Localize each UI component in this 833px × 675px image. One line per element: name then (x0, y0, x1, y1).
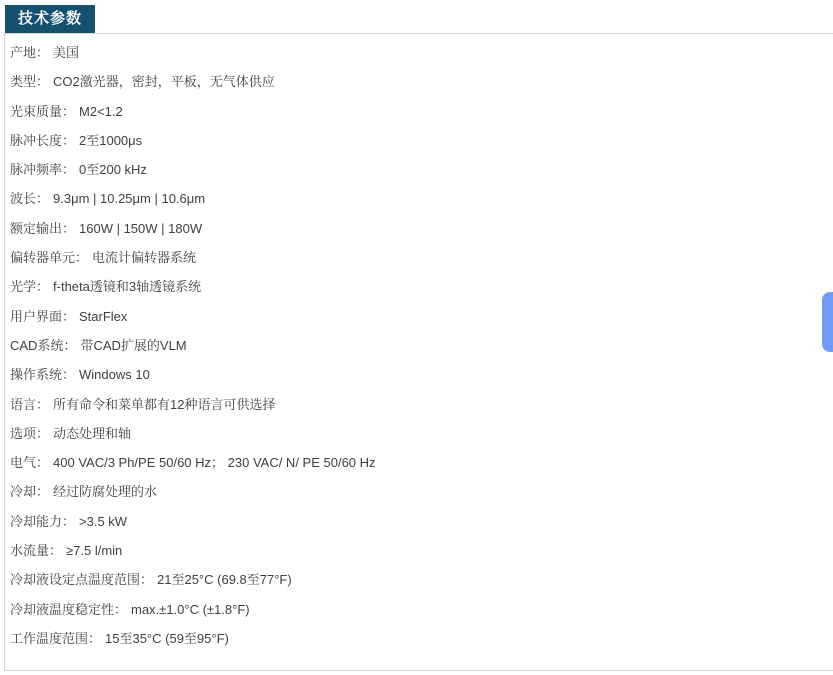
scrollbar-thumb[interactable] (822, 292, 833, 352)
spec-value: Windows 10 (79, 367, 150, 383)
spec-row (10, 331, 833, 360)
spec-value: M2<1.2 (79, 103, 123, 119)
spec-row (10, 477, 833, 506)
spec-row (10, 360, 833, 389)
spec-row (10, 243, 833, 272)
spec-value: 电流计偏转器系统 (92, 250, 197, 266)
spec-row (10, 155, 833, 184)
spec-label: 冷却： (10, 484, 50, 500)
spec-label: 冷却液设定点温度范围： (10, 572, 154, 588)
specs-panel (4, 33, 833, 671)
spec-value: 动态处理和轴 (53, 425, 132, 441)
spec-label: 偏转器单元： (10, 250, 89, 266)
spec-label: 光束质量： (10, 103, 76, 119)
spec-label: 光学： (10, 279, 50, 295)
spec-value: 9.3μm | 10.25μm | 10.6μm (53, 191, 206, 207)
spec-label: 脉冲长度： (10, 132, 76, 148)
spec-label: 水流量： (10, 543, 63, 559)
spec-value: 15至35°C (59至95°F) (105, 630, 229, 646)
spec-value: f-theta透镜和3轴透镜系统 (53, 279, 202, 295)
spec-row (10, 97, 833, 126)
spec-row (10, 624, 833, 653)
spec-row (10, 214, 833, 243)
spec-value: 美国 (53, 45, 80, 60)
spec-row (10, 390, 833, 419)
spec-value: 400 VAC/3 Ph/PE 50/60 Hz； 230 VAC/ N/ PE 50/60 Hz (53, 455, 376, 471)
spec-label: 操作系统： (10, 367, 76, 383)
spec-label: 波长： (10, 191, 50, 207)
spec-row (10, 565, 833, 594)
spec-row (10, 272, 833, 301)
spec-value: 所有命令和菜单都有12种语言可供选择 (53, 396, 276, 412)
spec-row (10, 419, 833, 448)
spec-label: 产地： (10, 45, 50, 60)
spec-value: >3.5 kW (79, 513, 128, 529)
spec-label: 用户界面： (10, 308, 76, 324)
spec-value: 160W | 150W | 180W (79, 220, 203, 236)
spec-value: ≥7.5 l/min (66, 543, 123, 559)
spec-label: 类型： (10, 74, 50, 90)
spec-label: 额定输出： (10, 220, 76, 236)
spec-row (10, 536, 833, 565)
spec-row (10, 448, 833, 477)
specs-list (10, 38, 833, 653)
spec-value: StarFlex (79, 308, 128, 324)
spec-value: 带CAD扩展的VLM (80, 337, 187, 353)
spec-value: 2至1000μs (79, 132, 143, 148)
spec-row (10, 38, 833, 67)
spec-row (10, 126, 833, 155)
spec-row (10, 67, 833, 96)
section-title-badge: 技术参数 (5, 5, 95, 33)
spec-value: 21至25°C (69.8至77°F) (157, 572, 292, 588)
spec-label: 冷却能力： (10, 513, 76, 529)
spec-value: CO2激光器，密封，平板，无气体供应 (53, 74, 275, 90)
spec-value: max.±1.0°C (±1.8°F) (131, 601, 250, 617)
spec-label: 冷却液温度稳定性： (10, 601, 128, 617)
spec-label: 工作温度范围： (10, 630, 102, 646)
spec-row (10, 507, 833, 536)
spec-value: 经过防腐处理的水 (53, 484, 158, 500)
spec-label: 语言： (10, 396, 50, 412)
spec-row (10, 302, 833, 331)
spec-label: 电气： (10, 455, 50, 471)
spec-value: 0至200 kHz (79, 162, 147, 178)
spec-label: 脉冲频率： (10, 162, 76, 178)
spec-label: 选项： (10, 425, 50, 441)
spec-label: CAD系统： (10, 337, 77, 353)
spec-row (10, 595, 833, 624)
spec-row (10, 184, 833, 213)
